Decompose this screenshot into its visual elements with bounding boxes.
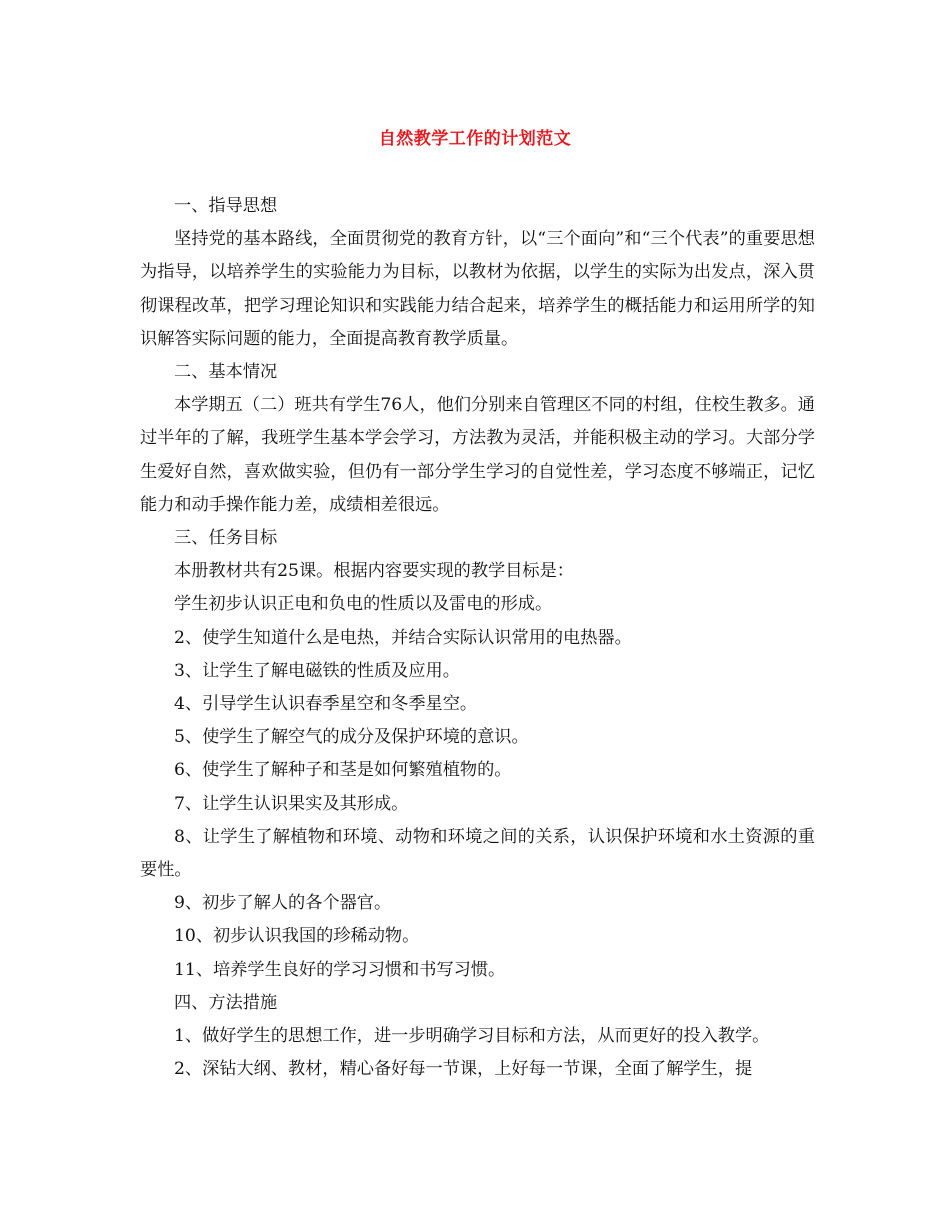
method-item-1: 1、做好学生的思想工作，进一步明确学习目标和方法，从而更好的投入教学。 <box>174 1026 770 1047</box>
section-heading-guiding-ideology: 一、指导思想 <box>174 196 278 216</box>
goal-item-5: 5、使学生了解空气的成分及保护环境的意识。 <box>174 727 529 748</box>
goal-item-4: 4、引导学生认识春季星空和冬季星空。 <box>174 694 478 715</box>
section-heading-methods: 四、方法措施 <box>174 992 278 1013</box>
paragraph-basic-situation: 本学期五（二）班共有学生76人，他们分别来自管理区不同的村组，住校生教多。通过半年的了解，我班学生基本学会学习，方法教为灵活，并能积极主动的学习。大部分学生爱好自然，喜欢做实验，但仍有一部分学生学习的自觉性差，学习态度不够端正，记忆能力和动手操作能力差，成绩相差很远。 <box>140 395 815 515</box>
goal-item-3: 3、让学生了解电磁铁的性质及应用。 <box>174 660 460 681</box>
method-item-2: 2、深钻大纲、教材，精心备好每一节课，上好每一节课，全面了解学生，提 <box>174 1059 753 1080</box>
goal-item-2: 2、使学生知道什么是电热，并结合实际认识常用的电热器。 <box>174 627 632 648</box>
goal-item-7: 7、让学生认识果实及其形成。 <box>174 793 409 814</box>
goal-item-1: 学生初步认识正电和负电的性质以及雷电的形成。 <box>174 594 553 615</box>
goal-item-6: 6、使学生了解种子和茎是如何繁殖植物的。 <box>174 760 512 781</box>
section-heading-basic-situation: 二、基本情况 <box>174 362 278 383</box>
paragraph-guiding-ideology: 坚持党的基本路线，全面贯彻党的教育方针，以“三个面向”和“三个代表”的重要思想为指导，以培养学生的实验能力为目标，以教材为依据，以学生的实际为出发点，深入贯彻课程改革，把学习理论知识和实践能力结合起来，培养学生的概括能力和运用所学的知识解答实际问题的能力，全面提高教育教学质量。 <box>140 229 815 349</box>
paragraph-task-goals-intro: 本册教材共有25课。根据内容要实现的教学目标是： <box>174 561 574 582</box>
section-heading-task-goals: 三、任务目标 <box>174 528 278 549</box>
goal-item-10: 10、初步认识我国的珍稀动物。 <box>174 926 420 947</box>
document-title: 自然教学工作的计划范文 <box>378 129 572 149</box>
document-body <box>140 190 815 1086</box>
goal-item-9: 9、初步了解人的各个器官。 <box>174 893 392 914</box>
goal-item-11: 11、培养学生良好的学习习惯和书写习惯。 <box>174 959 506 980</box>
goal-item-8: 8、让学生了解植物和环境、动物和环境之间的关系，认识保护环境和水土资源的重要性。 <box>140 826 815 881</box>
